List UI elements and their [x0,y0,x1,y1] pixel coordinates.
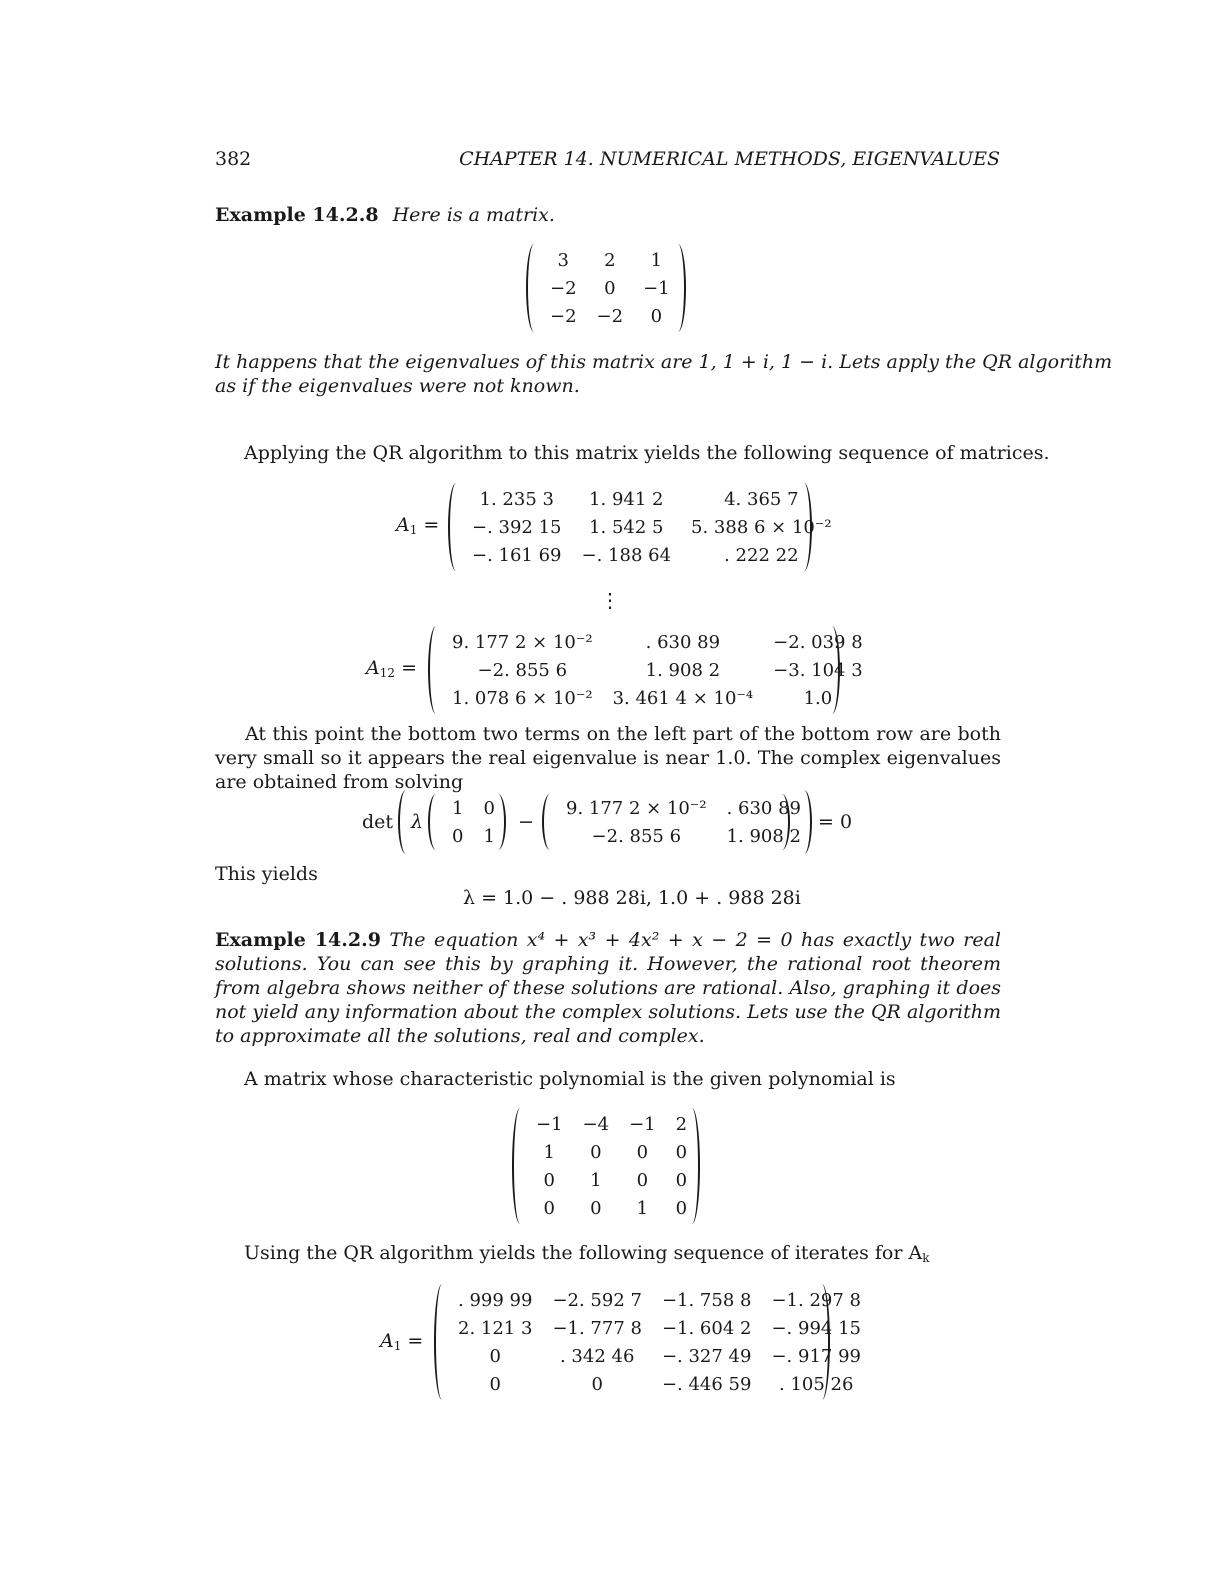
matrix-row [540,274,680,302]
matrix-body [442,628,873,712]
example-14-2-9 [215,928,1001,1048]
outer-right-paren [796,790,812,854]
matrix-row [442,656,873,684]
matrix-entry: −2 [550,305,577,327]
matrix-body [442,794,505,850]
discussion-paragraph: At this point the bottom two terms on the left part of the bottom row are both very small so it appears the real eigenvalue is near 1.0. The complex eigenvalues are obtained from solving [215,723,1001,793]
matrix-entry: 0 [590,1141,602,1163]
matrix-row [462,513,842,541]
matrix-row [526,1194,697,1222]
matrix-entry: 1 [636,1197,649,1219]
matrix-entry: 0 [483,797,495,819]
matrix-row [448,1342,871,1370]
matrix-row [540,302,680,330]
running-header: CHAPTER 14. NUMERICAL METHODS, EIGENVALUES [459,148,1000,170]
matrix-row [442,628,873,656]
matrix-entry: 1 [452,797,464,819]
matrix-entry: −2 [550,277,577,299]
det-operator: det [362,811,394,833]
example-text: The equation x⁴ + x³ + 4x² + x − 2 = 0 has exactly two real solutions. You can see this by graphing it. However, the rational root theorem from algebra shows neither of these solutions are rational. Also, graphing it does not yield any information about the complex solutions. Lets use the QR algorithm to approximate all the solutions, real and complex. [215,929,1002,1047]
matrix-entry: 9. 177 2 × 10⁻² [566,797,707,819]
matrix-entry: −. 446 59 [661,1373,752,1395]
matrix-entry: −2. 039 8 [773,631,863,653]
matrix-entry: 0 [650,305,663,327]
matrix-entry: . 222 22 [724,544,799,566]
matrix-entry: −. 327 49 [661,1345,752,1367]
equals-zero: = 0 [818,811,853,833]
matrix-row [526,1110,697,1138]
matrix-entry: 0 [675,1169,688,1191]
matrix-entry: 1.0 [803,687,833,709]
matrix-row [526,1138,697,1166]
matrix-row [448,1370,871,1398]
matrix-body [540,246,680,330]
A12-matrix [428,626,863,714]
matrix-row [442,822,505,850]
matrix-row [462,485,842,513]
matrix-row [556,822,811,850]
matrix-entry: 0 [636,1141,649,1163]
matrix-entry: −1. 604 2 [661,1317,752,1339]
matrix-entry: −1. 758 8 [661,1289,752,1311]
matrix-entry: 0 [543,1197,555,1219]
matrix-row [448,1286,871,1314]
A12-upper-block [542,794,802,850]
matrix-entry: 3. 461 4 × 10⁻⁴ [612,687,754,709]
matrix-entry: 1 [483,825,495,847]
matrix-entry: 0 [489,1345,501,1367]
example-14-2-8 [215,203,555,227]
matrix-entry: 0 [543,1169,555,1191]
iterates-intro: Using the QR algorithm yields the following sequence of iterates for $A_k$ [244,1242,930,1265]
A1-matrix [448,483,832,571]
companion-intro: A matrix whose characteristic polynomial is the given polynomial is [244,1068,896,1090]
companion-matrix-4x4 [512,1108,700,1224]
matrix-entry: 5. 388 6 × 10⁻² [691,516,832,538]
matrix-row [462,541,842,569]
example-label: Example 14.2.8 [215,204,379,226]
matrix-entry: −1. 297 8 [771,1289,861,1311]
matrix-entry: −1 [536,1113,563,1135]
matrix-entry: 1 [543,1141,555,1163]
matrix-entry: 2. 121 3 [458,1317,533,1339]
matrix-entry: 1. 542 5 [589,516,664,538]
example-label: Example 14.2.9 [215,929,381,951]
matrix-entry: 1 [650,249,663,271]
matrix-body [448,1286,871,1398]
vertical-ellipsis: ⋮ [600,588,620,612]
matrix-entry: 1. 908 2 [645,659,721,681]
eigenvalue-result: λ = 1.0 − . 988 28i, 1.0 + . 988 28i [463,887,801,909]
example-matrix-3x3 [526,244,686,332]
eigenvalue-statement-line2: as if the eigenvalues were not known. [215,375,580,397]
matrix-row [442,684,873,712]
matrix-entry: 0 [675,1141,688,1163]
identity-matrix [428,794,506,850]
matrix-entry: . 105 26 [779,1373,854,1395]
matrix-entry: 1. 235 3 [479,488,554,510]
matrix-entry: −4 [582,1113,610,1135]
this-yields: This yields [215,863,318,885]
minus-sign: − [518,811,534,833]
matrix-entry: −2. 855 6 [477,659,568,681]
A1-matrix-4x4 [434,1284,861,1400]
example-intro: Here is a matrix. [392,204,555,226]
matrix-entry: 0 [590,1197,602,1219]
matrix-entry: 0 [489,1373,501,1395]
matrix-entry: −. 917 99 [771,1345,861,1367]
page-number: 382 [215,148,252,170]
matrix-row [540,246,680,274]
matrix-entry: . 342 46 [559,1345,635,1367]
matrix-entry: −. 994 15 [771,1317,861,1339]
matrix-row [526,1166,697,1194]
matrix-entry: −1. 777 8 [552,1317,642,1339]
matrix-entry: −3. 104 3 [773,659,863,681]
matrix-row [442,794,505,822]
matrix-entry: 0 [604,277,616,299]
matrix-entry: 3 [557,249,569,271]
eigenvalue-statement [215,350,1113,398]
matrix-entry: . 630 89 [645,631,721,653]
A1-label-2: $A_1$ = [380,1330,424,1353]
matrix-entry: 4. 365 7 [724,488,799,510]
matrix-entry: −1 [643,277,670,299]
matrix-entry: −. 161 69 [472,544,562,566]
matrix-entry: 1. 078 6 × 10⁻² [452,687,593,709]
matrix-entry: 1. 908 2 [726,825,802,847]
matrix-entry: 0 [675,1197,688,1219]
A1-label: $A_1$ = [396,514,440,537]
matrix-entry: . 630 89 [726,797,802,819]
matrix-entry: −2 [596,305,624,327]
matrix-entry: −2. 592 7 [552,1289,642,1311]
A12-label: $A_{12}$ = [366,657,417,680]
matrix-entry: 0 [636,1169,649,1191]
matrix-entry: −1 [629,1113,656,1135]
matrix-body [462,485,842,569]
matrix-row [448,1314,871,1342]
matrix-entry: −. 188 64 [581,544,672,566]
matrix-entry: 2 [675,1113,688,1135]
matrix-entry: −. 392 15 [472,516,562,538]
matrix-body [556,794,811,850]
matrix-entry: 0 [591,1373,603,1395]
matrix-entry: 0 [452,825,464,847]
qr-intro: Applying the QR algorithm to this matrix yields the following sequence of matrices. [244,442,1050,464]
matrix-entry: 2 [604,249,616,271]
matrix-entry: . 999 99 [458,1289,533,1311]
matrix-entry: 1. 941 2 [589,488,664,510]
matrix-entry: −2. 855 6 [591,825,682,847]
matrix-body [526,1110,697,1222]
eigenvalue-statement-line1: It happens that the eigenvalues of this matrix are 1, 1 + i, 1 − i. Lets apply the QR algorithm [215,351,1113,373]
matrix-entry: 9. 177 2 × 10⁻² [452,631,593,653]
matrix-entry: 1 [590,1169,602,1191]
matrix-row [556,794,811,822]
lambda-symbol: λ [411,811,424,833]
